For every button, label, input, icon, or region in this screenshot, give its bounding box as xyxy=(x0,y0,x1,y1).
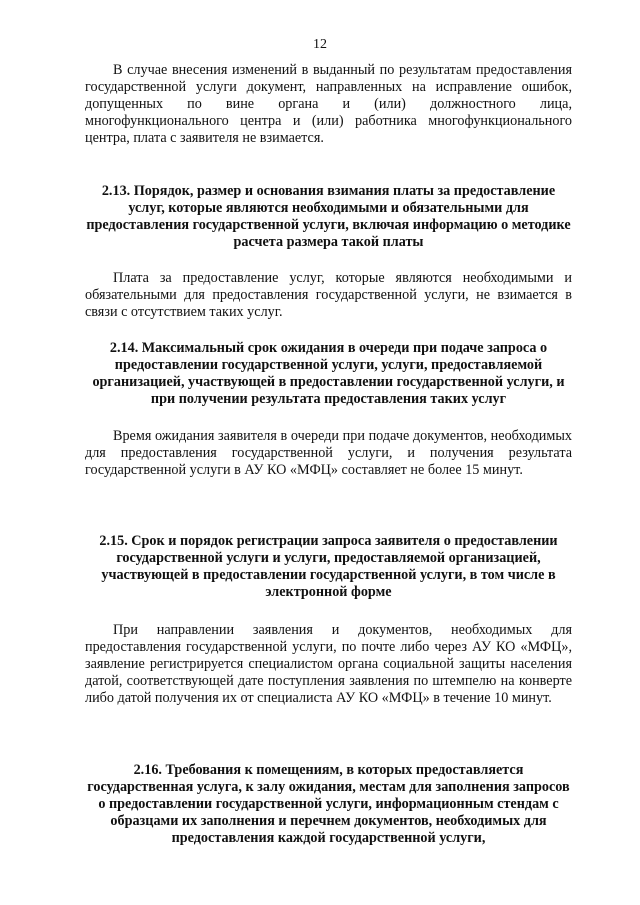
paragraph-fee-not-charged: Плата за предоставление услуг, которые являются необходимыми и обязательными для предоставления государственной услуги, не взимается в связи с отсутствием таких услуг. xyxy=(85,270,572,320)
heading-2-14: 2.14. Максимальный срок ожидания в очереди при подаче запроса о предоставлении государственной услуги, услуги, предоставляемой организацией, участвующей в предоставлении государственной услуги, и при получении результата предоставления таких услуг xyxy=(92,340,565,407)
page-number: 12 xyxy=(313,37,327,52)
heading-2-15: 2.15. Срок и порядок регистрации запроса заявителя о предоставлении государственной услуги и услуги, предоставляемой организацией, участвующей в предоставлении государственной услуги, в том числе в электронной форме xyxy=(99,533,558,600)
paragraph-waiting-time: Время ожидания заявителя в очереди при подаче документов, необходимых для предоставления государственной услуги, и получения результата государственной услуги в АУ КО «МФЦ» составляет не более 15 минут. xyxy=(85,428,572,478)
paragraph-registration: При направлении заявления и документов, необходимых для предоставления государственной услуги, по почте либо через АУ КО «МФЦ», заявление регистрируется специалистом органа социальной защиты населения датой, соответствующей дате поступления заявления по штемпелю на конверте либо датой получения их от специалиста АУ КО «МФЦ» в течение 10 минут. xyxy=(85,622,572,706)
heading-2-16: 2.16. Требования к помещениям, в которых предоставляется государственная услуга, к залу ожидания, местам для заполнения запросов о предоставлении государственной услуги, информационным стендам с образцами их заполнения и перечнем документов, необходимых для предоставления каждой государственной услуги, xyxy=(87,762,570,846)
paragraph-fee-on-changes: В случае внесения изменений в выданный по результатам предоставления государственной услуги документ, направленных на исправление ошибок, допущенных по вине органа и (или) должностного лица, многофункционального центра и (или) работника многофункционального центра, плата с заявителя не взимается. xyxy=(85,62,572,146)
heading-2-13: 2.13. Порядок, размер и основания взимания платы за предоставление услуг, которые являются необходимыми и обязательными для предоставления государственной услуги, включая информацию о методике расчета размера такой платы xyxy=(86,183,571,250)
